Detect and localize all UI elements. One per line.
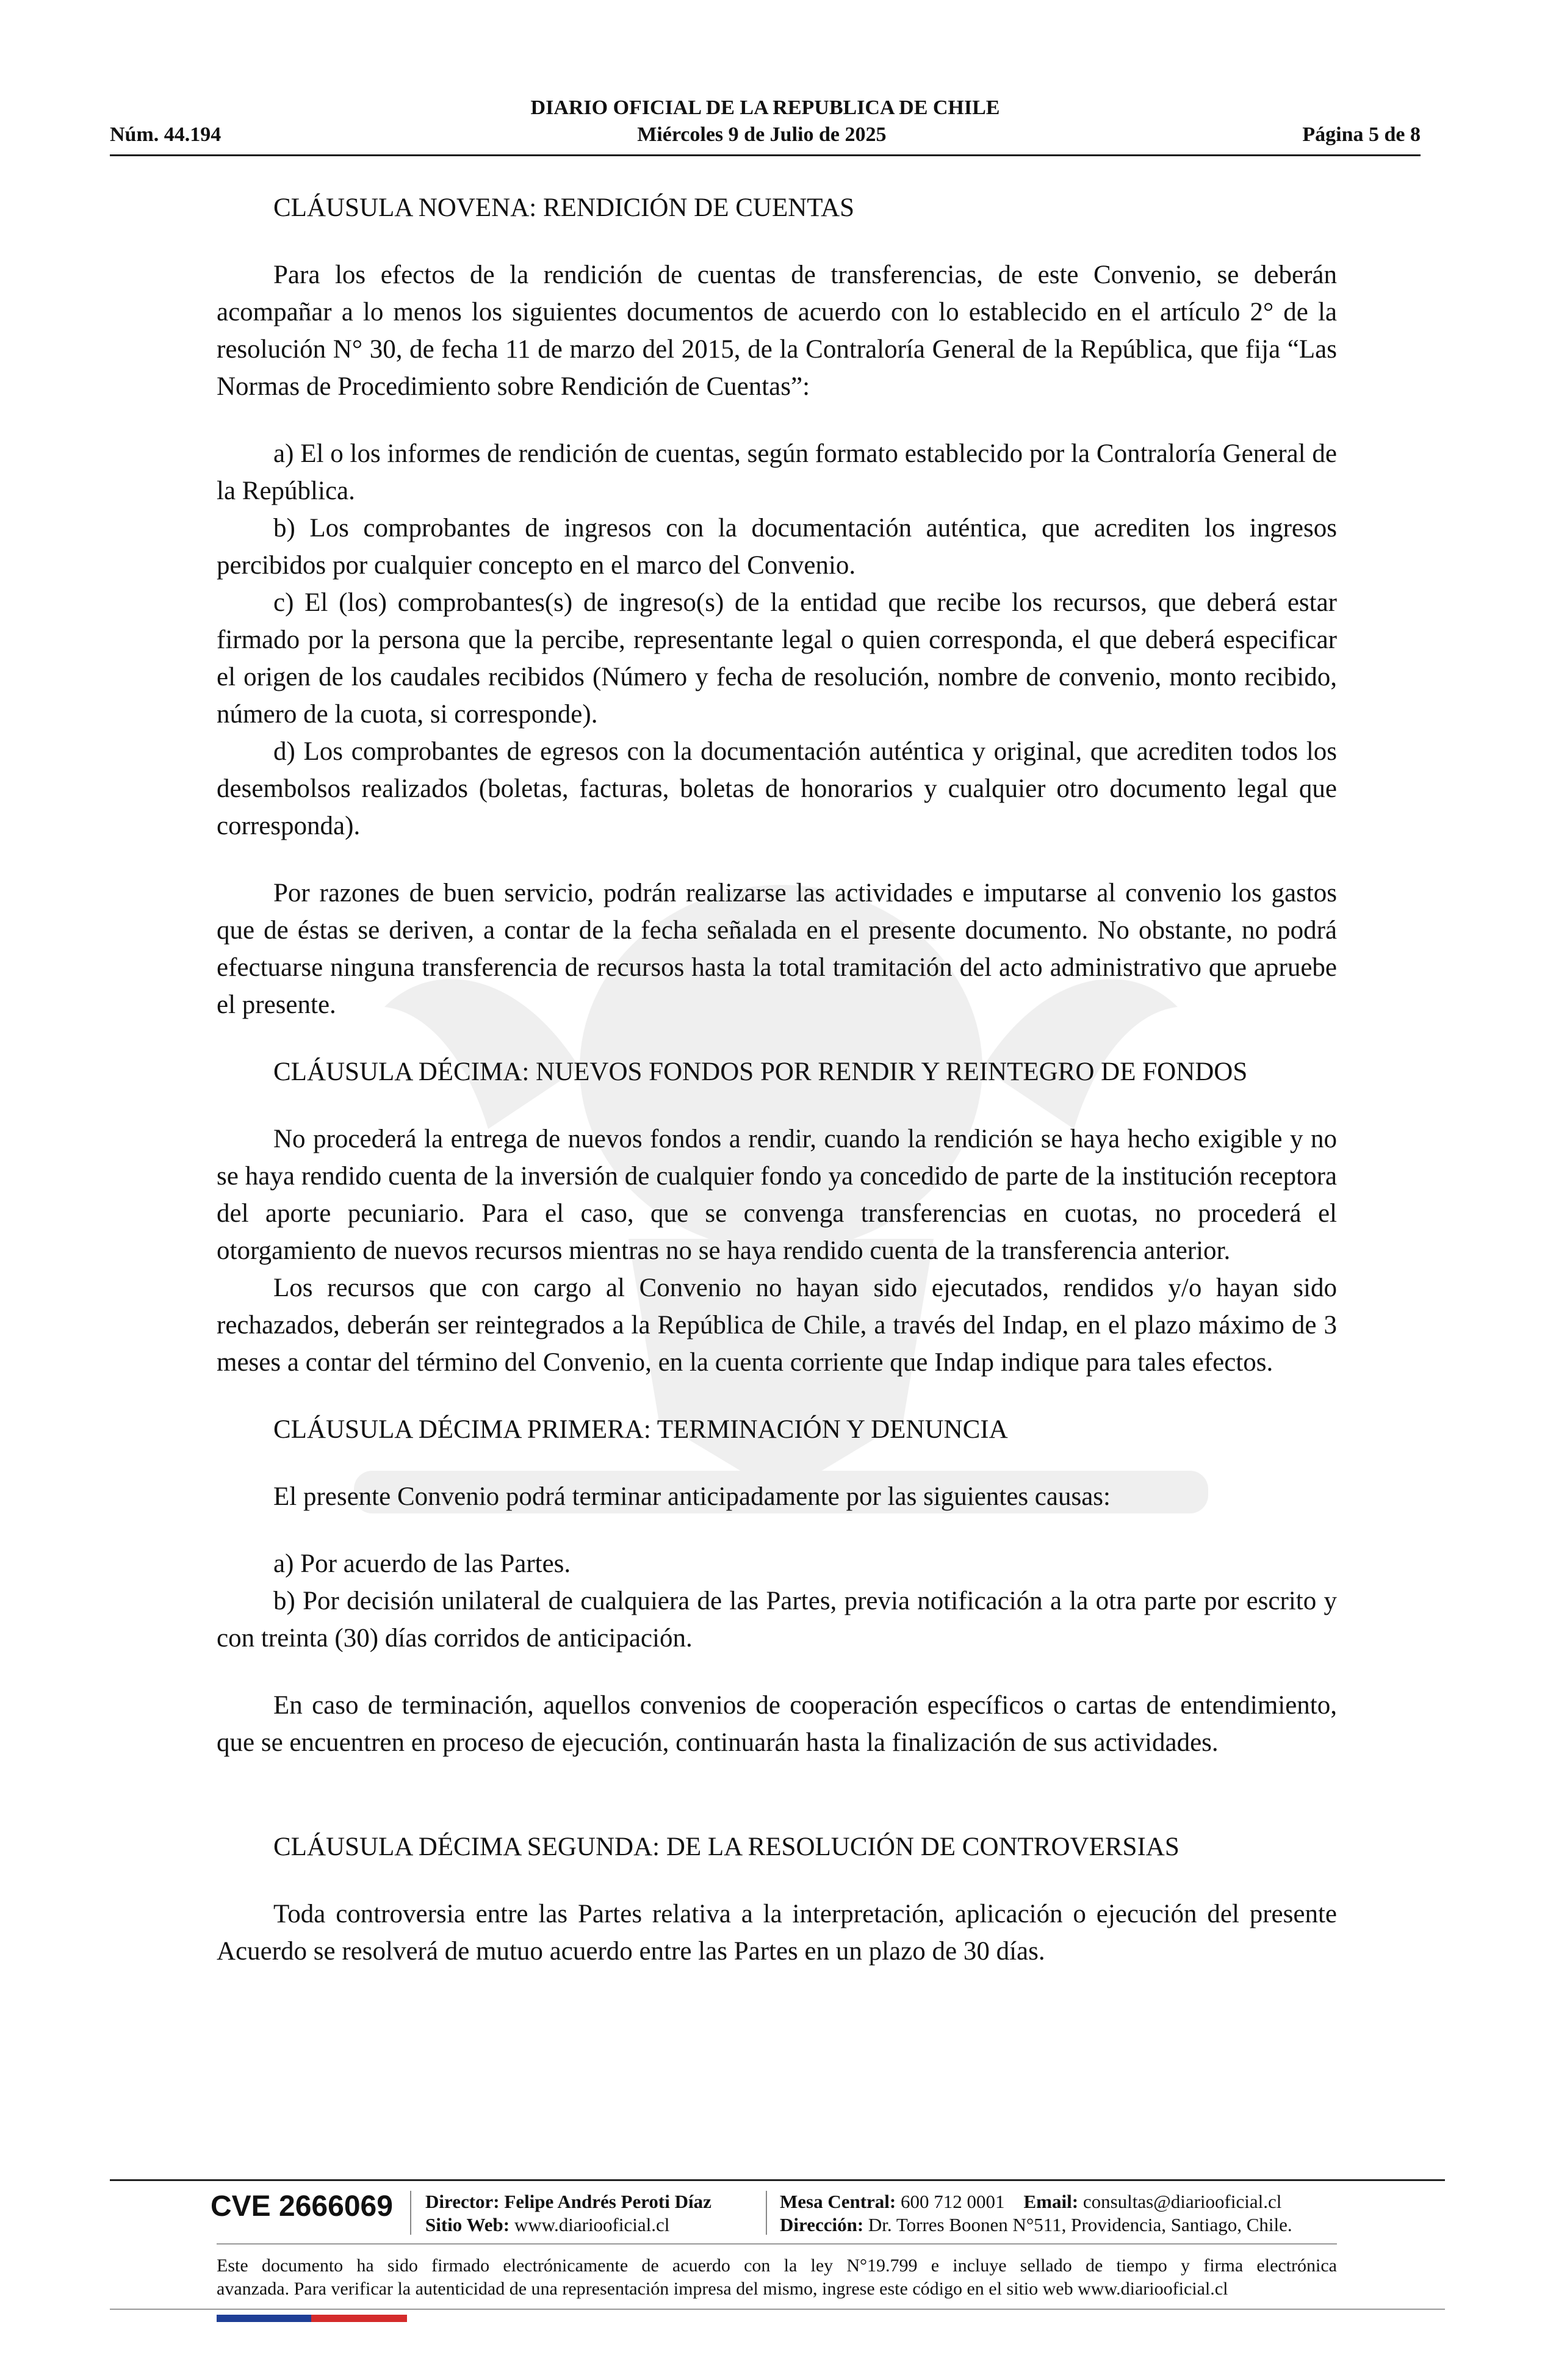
phone-number: 600 712 0001 bbox=[901, 2191, 1005, 2212]
address-label: Dirección: bbox=[780, 2214, 864, 2235]
clause-11-item-b: b) Por decisión unilateral de cualquiera de las Partes, previa notificación a la otra parte por escrito y con treinta (30) días corridos de anticipación. bbox=[217, 1587, 1337, 1653]
clause-9-paragraph-1: Para los efectos de la rendición de cuentas de transferencias, de este Convenio, se deberán acompañar a lo menos los siguientes documentos de acuerdo con lo establecido en el artículo 2° de la resolución N° 30, de fecha 11 de marzo del 2015, de la Contraloría General de la República, que fija “Las Normas de Procedimiento sobre Rendición de Cuentas”: bbox=[217, 261, 1337, 401]
flag-stripe-blue bbox=[217, 2315, 311, 2322]
website-label: Sitio Web: bbox=[425, 2214, 510, 2235]
clause-9-item-a: a) El o los informes de rendición de cuentas, según formato establecido por la Contraloría General de la República. bbox=[217, 439, 1337, 505]
clause-9-item-c: c) El (los) comprobantes(s) de ingreso(s) de la entidad que recibe los recursos, que deberá estar firmado por la persona que la percibe, representante legal o quien corresponda, el que deberá especificar el origen de los caudales recibidos (Número y fecha de resolución, nombre de convenio, monto recibido, número de la cuota, si corresponde). bbox=[217, 588, 1337, 729]
website-link[interactable]: www.diariooficial.cl bbox=[514, 2214, 670, 2235]
clause-11-paragraph-2: En caso de terminación, aquellos convenios de cooperación específicos o cartas de entendimiento, que se encuentren en proceso de ejecución, continuarán hasta la finalización de sus actividades. bbox=[217, 1691, 1337, 1757]
footer-separator bbox=[766, 2191, 767, 2235]
director-label: Director: bbox=[425, 2191, 500, 2212]
footer-contact-block bbox=[780, 2190, 1292, 2237]
issue-number: Núm. 44.194 bbox=[110, 123, 222, 146]
footer-divider-bottom bbox=[110, 2309, 1445, 2310]
clause-10-title: CLÁUSULA DÉCIMA: NUEVOS FONDOS POR RENDIR Y REINTEGRO DE FONDOS bbox=[273, 1058, 1248, 1086]
email-label: Email: bbox=[1023, 2191, 1079, 2212]
page-number: Página 5 de 8 bbox=[1302, 123, 1421, 146]
footer-separator bbox=[410, 2191, 411, 2235]
header-divider bbox=[110, 154, 1421, 156]
legal-notice-line-1: Este documento ha sido firmado electrónicamente de acuerdo con la ley N°19.799 e incluye sellado de tiempo y firma electrónica bbox=[217, 2256, 1337, 2276]
header-info-row bbox=[110, 121, 1421, 149]
flag-stripe-red bbox=[311, 2315, 407, 2322]
legal-notice-line-2: avanzada. Para verificar la autenticidad de una representación impresa del mismo, ingrese este código en el sitio web www.diariooficial.cl bbox=[217, 2279, 1228, 2299]
publication-title: DIARIO OFICIAL DE LA REPUBLICA DE CHILE bbox=[530, 96, 1000, 119]
footer-divider-middle bbox=[217, 2243, 1337, 2245]
legal-notice bbox=[217, 2254, 1337, 2301]
email-link[interactable]: consultas@diariooficial.cl bbox=[1082, 2191, 1282, 2212]
footer-director-block bbox=[425, 2190, 711, 2237]
clause-10-paragraph-1: No procederá la entrega de nuevos fondos a rendir, cuando la rendición se haya hecho exigible y no se haya rendido cuenta de la inversión de cualquier fondo ya concedido de parte de la institución receptora del aporte pecuniario. Para el caso, que se convenga transferencias en cuotas, no procederá el otorgamiento de nuevos recursos mientras no se haya rendido cuenta de la transferencia anterior. bbox=[217, 1125, 1337, 1265]
clause-11-paragraph-1: El presente Convenio podrá terminar anticipadamente por las siguientes causas: bbox=[273, 1482, 1111, 1511]
clause-12-paragraph-1: Toda controversia entre las Partes relativa a la interpretación, aplicación o ejecución del presente Acuerdo se resolverá de mutuo acuerdo entre las Partes en un plazo de 30 días. bbox=[217, 1900, 1337, 1966]
phone-label: Mesa Central: bbox=[780, 2191, 896, 2212]
clause-9-item-b: b) Los comprobantes de ingresos con la documentación auténtica, que acrediten los ingresos percibidos por cualquier concepto en el marco del Convenio. bbox=[217, 514, 1337, 580]
clause-12-title: CLÁUSULA DÉCIMA SEGUNDA: DE LA RESOLUCIÓN DE CONTROVERSIAS bbox=[273, 1833, 1180, 1861]
director-name: Felipe Andrés Peroti Díaz bbox=[504, 2191, 711, 2212]
document-body bbox=[217, 189, 1337, 1970]
clause-10-paragraph-2: Los recursos que con cargo al Convenio no hayan sido ejecutados, rendidos y/o hayan sido rechazados, deberán ser reintegrados a la República de Chile, a través del Indap, en el plazo máximo de 3 meses a contar del término del Convenio, en la cuenta corriente que Indap indique para tales efectos. bbox=[217, 1274, 1337, 1377]
clause-9-paragraph-2: Por razones de buen servicio, podrán realizarse las actividades e imputarse al convenio los gastos que de éstas se deriven, a contar de la fecha señalada en el presente documento. No obstante, no podrá efectuarse ninguna transferencia de recursos hasta la total tramitación del acto administrativo que apruebe el presente. bbox=[217, 879, 1337, 1019]
footer-divider-top bbox=[110, 2179, 1445, 2181]
issue-date: Miércoles 9 de Julio de 2025 bbox=[637, 123, 887, 146]
address-text: Dr. Torres Boonen N°511, Providencia, Santiago, Chile. bbox=[868, 2214, 1292, 2235]
clause-11-title: CLÁUSULA DÉCIMA PRIMERA: TERMINACIÓN Y DENUNCIA bbox=[273, 1415, 1008, 1444]
clause-11-item-a: a) Por acuerdo de las Partes. bbox=[273, 1549, 571, 1578]
clause-9-item-d: d) Los comprobantes de egresos con la documentación auténtica y original, que acrediten todos los desembolsos realizados (boletas, facturas, boletas de honorarios y cualquier otro documento legal que corresponda). bbox=[217, 737, 1337, 840]
cve-code: CVE 2666069 bbox=[211, 2190, 393, 2223]
clause-9-title: CLÁUSULA NOVENA: RENDICIÓN DE CUENTAS bbox=[273, 193, 855, 222]
